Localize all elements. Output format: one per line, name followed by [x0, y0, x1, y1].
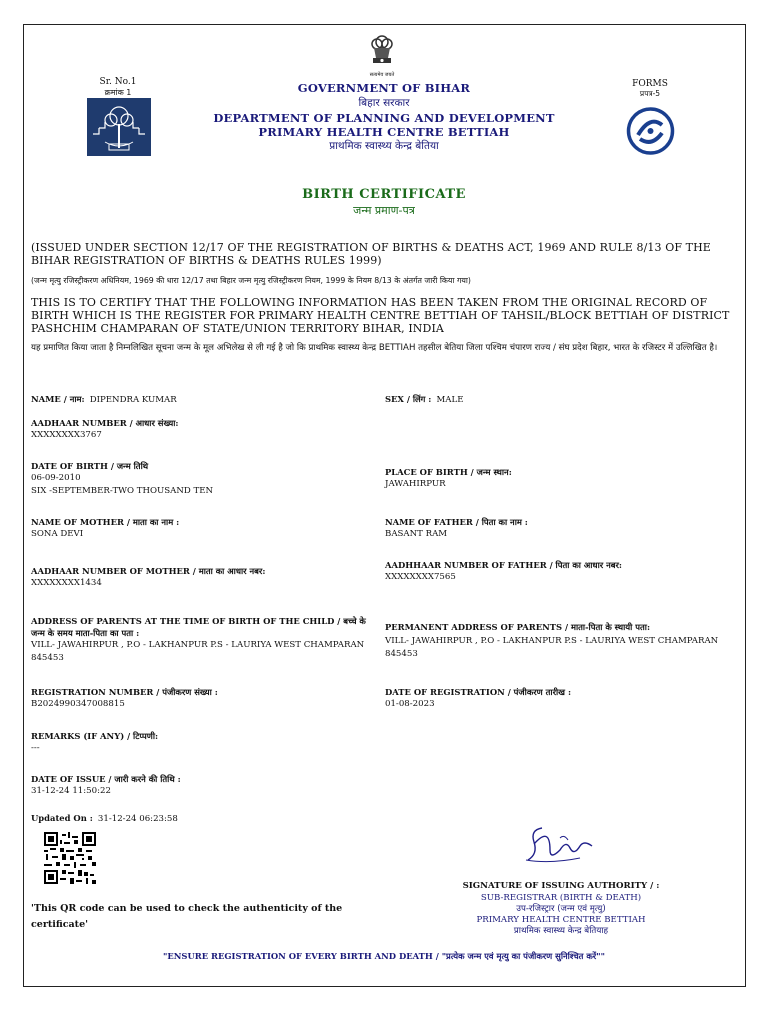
- signature-image: [520, 820, 600, 868]
- mother-aadhaar-value: XXXXXXXX1434: [31, 578, 102, 588]
- dob-label: DATE OF BIRTH / जन्म तिथि: [31, 461, 149, 471]
- government-title: GOVERNMENT OF BIHAR: [297, 81, 471, 95]
- certify-text-hi: यह प्रमाणित किया जाता है निम्नलिखित सूचना जन्म के मूल अभिलेख से ली गई है जो कि प्राथमिक स्वास्थ्य केन्द्र BETTIAH तहसील बेतिया जिला पश्चिम चंपारण राज्य / संघ प्रदेश बिहार, भारत के रजिस्टर में उल्लिखित है।: [31, 343, 718, 353]
- department-title: DEPARTMENT OF PLANNING AND DEVELOPMENT: [213, 111, 555, 125]
- registration-number-label: REGISTRATION NUMBER / पंजीकरण संख्या :: [31, 687, 218, 697]
- aadhaar-value: XXXXXXXX3767: [31, 430, 102, 440]
- permanent-address-label: PERMANENT ADDRESS OF PARENTS / माता-पिता के स्थायी पता:: [385, 622, 651, 632]
- mother-aadhaar-label: AADHAAR NUMBER OF MOTHER / माता का आधार नबर:: [31, 566, 266, 576]
- permanent-address-value-line2: 845453: [385, 649, 418, 659]
- registration-number-field: [31, 686, 218, 711]
- dob-words: SIX -SEPTEMBER-TWO THOUSAND TEN: [31, 486, 214, 496]
- dob-field: [31, 460, 213, 498]
- remarks-value: ---: [31, 743, 40, 753]
- father-aadhaar-label: AADHHAAR NUMBER OF FATHER / पिता का आधार नबर:: [385, 560, 623, 570]
- father-label: NAME OF FATHER / पिता का नाम :: [385, 517, 528, 527]
- name-field: [31, 387, 177, 407]
- bihar-government-logo: [87, 98, 151, 156]
- registration-date-label: DATE OF REGISTRATION / पंजीकरण तारीख :: [385, 687, 572, 697]
- sex-label: SEX / लिंग :: [385, 394, 432, 404]
- birth-address-label-line1: ADDRESS OF PARENTS AT THE TIME OF BIRTH OF THE CHILD / बच्चे के: [31, 616, 366, 626]
- sex-value: MALE: [436, 395, 464, 405]
- serial-number: Sr. No.1: [99, 77, 137, 87]
- serial-number-hi: क्रमांक 1: [104, 88, 132, 97]
- father-aadhaar-field: [385, 559, 622, 584]
- aadhaar-label: AADHAAR NUMBER / आधार संख्या:: [31, 418, 179, 428]
- registration-date-field: [385, 686, 571, 711]
- registration-number-value: B2024990347008815: [31, 699, 125, 709]
- certify-text: THIS IS TO CERTIFY THAT THE FOLLOWING INFORMATION HAS BEEN TAKEN FROM THE ORIGINAL RECORD OF BIRTH WHICH IS THE REGISTER FOR PRIMARY HEALTH CENTRE BETTIAH OF TAHSIL/BLOCK BETTIAH OF DISTRICT PASHCHIM CHAMPARAN OF STATE/UNION TERRITORY BIHAR, INDIA: [31, 296, 730, 335]
- pob-field: [385, 466, 512, 491]
- phc-title-hi: प्राथमिक स्वास्थ्य केन्द्र बेतिया: [329, 140, 439, 152]
- updated-on-field: [31, 806, 178, 826]
- dob-value: 06-09-2010: [31, 473, 81, 483]
- phc-title: PRIMARY HEALTH CENTRE BETTIAH: [258, 125, 510, 139]
- qr-note: 'This QR code can be used to check the authenticity of the certificate': [31, 903, 343, 930]
- birth-address-field: [31, 615, 366, 665]
- mother-field: [31, 516, 179, 541]
- forms-logo-icon: [624, 107, 677, 155]
- birth-address-value-line1: VILL- JAWAHIRPUR , P.O - LAKHANPUR P.S - LAURIYA WEST CHAMPARAN: [31, 640, 365, 650]
- birth-address-value-line2: 845453: [31, 653, 64, 663]
- qr-code[interactable]: [44, 832, 96, 884]
- signature-office-hi: प्राथमिक स्वास्थ्य केन्द्र बेतियाह: [513, 926, 609, 936]
- issued-under-text-hi: (जन्म मृत्यु रजिस्ट्रीकरण अधिनियम, 1969 की धारा 12/17 तथा बिहार जन्म मृत्यु रजिस्ट्रीकरण नियम, 1999 के नियम 8/13 के अंतर्गत जारी किया गया): [31, 276, 471, 285]
- certificate-border: [23, 24, 746, 987]
- certificate-title: BIRTH CERTIFICATE: [302, 187, 466, 202]
- forms-label-hi: प्रपत्र-5: [639, 89, 661, 98]
- father-field: [385, 516, 528, 541]
- certificate-title-hi: जन्म प्रमाण-पत्र: [353, 204, 415, 217]
- aadhaar-field: [31, 417, 178, 442]
- signature-designation: SUB-REGISTRAR (BIRTH & DEATH): [480, 893, 642, 903]
- father-aadhaar-value: XXXXXXXX7565: [385, 572, 456, 582]
- national-emblem-icon: [366, 32, 398, 74]
- issue-date-field: [31, 773, 181, 798]
- remarks-field: [31, 730, 158, 755]
- permanent-address-field: [385, 621, 718, 661]
- registration-date-value: 01-08-2023: [385, 699, 435, 709]
- birth-address-label-line2: जन्म के समय माता-पिता का पता :: [31, 628, 140, 638]
- emblem-caption: सत्यमेव जयते: [369, 72, 395, 78]
- permanent-address-value-line1: VILL- JAWAHIRPUR , P.O - LAKHANPUR P.S - LAURIYA WEST CHAMPARAN: [385, 636, 719, 646]
- name-label: NAME / नाम:: [31, 394, 85, 404]
- name-value: DIPENDRA KUMAR: [89, 395, 177, 405]
- updated-on-label: Updated On :: [31, 813, 93, 823]
- issue-date-label: DATE OF ISSUE / जारी करने की तिथि :: [31, 774, 181, 784]
- signature-office: PRIMARY HEALTH CENTRE BETTIAH: [476, 915, 646, 925]
- father-value: BASANT RAM: [385, 529, 448, 539]
- signature-heading: SIGNATURE OF ISSUING AUTHORITY / :: [462, 881, 660, 891]
- issued-under-text: (ISSUED UNDER SECTION 12/17 OF THE REGISTRATION OF BIRTHS & DEATHS ACT, 1969 AND RULE 8/13 OF THE BIHAR REGISTRATION OF BIRTHS & DEATHS RULES 1999): [31, 241, 711, 267]
- signature-designation-hi: उप-रजिस्ट्रार (जन्म एवं मृत्यु): [516, 904, 606, 914]
- mother-aadhaar-field: [31, 565, 265, 590]
- mother-label: NAME OF MOTHER / माता का नाम :: [31, 517, 180, 527]
- issue-date-value: 31-12-24 11:50:22: [31, 786, 111, 796]
- footer-slogan: "ENSURE REGISTRATION OF EVERY BIRTH AND DEATH / "प्रत्येक जन्म एवं मृत्यु का पंजीकरण सुनिश्चित करें"": [163, 951, 605, 961]
- pob-value: JAWAHIRPUR: [385, 479, 446, 489]
- mother-value: SONA DEVI: [31, 529, 84, 539]
- updated-on-value: 31-12-24 06:23:58: [97, 814, 178, 824]
- pob-label: PLACE OF BIRTH / जन्म स्थान:: [385, 467, 512, 477]
- government-title-hi: बिहार सरकार: [358, 97, 410, 109]
- sex-field: [385, 387, 463, 407]
- remarks-label: REMARKS (IF ANY) / टिप्पणी:: [31, 731, 159, 741]
- forms-label: FORMS: [632, 79, 668, 89]
